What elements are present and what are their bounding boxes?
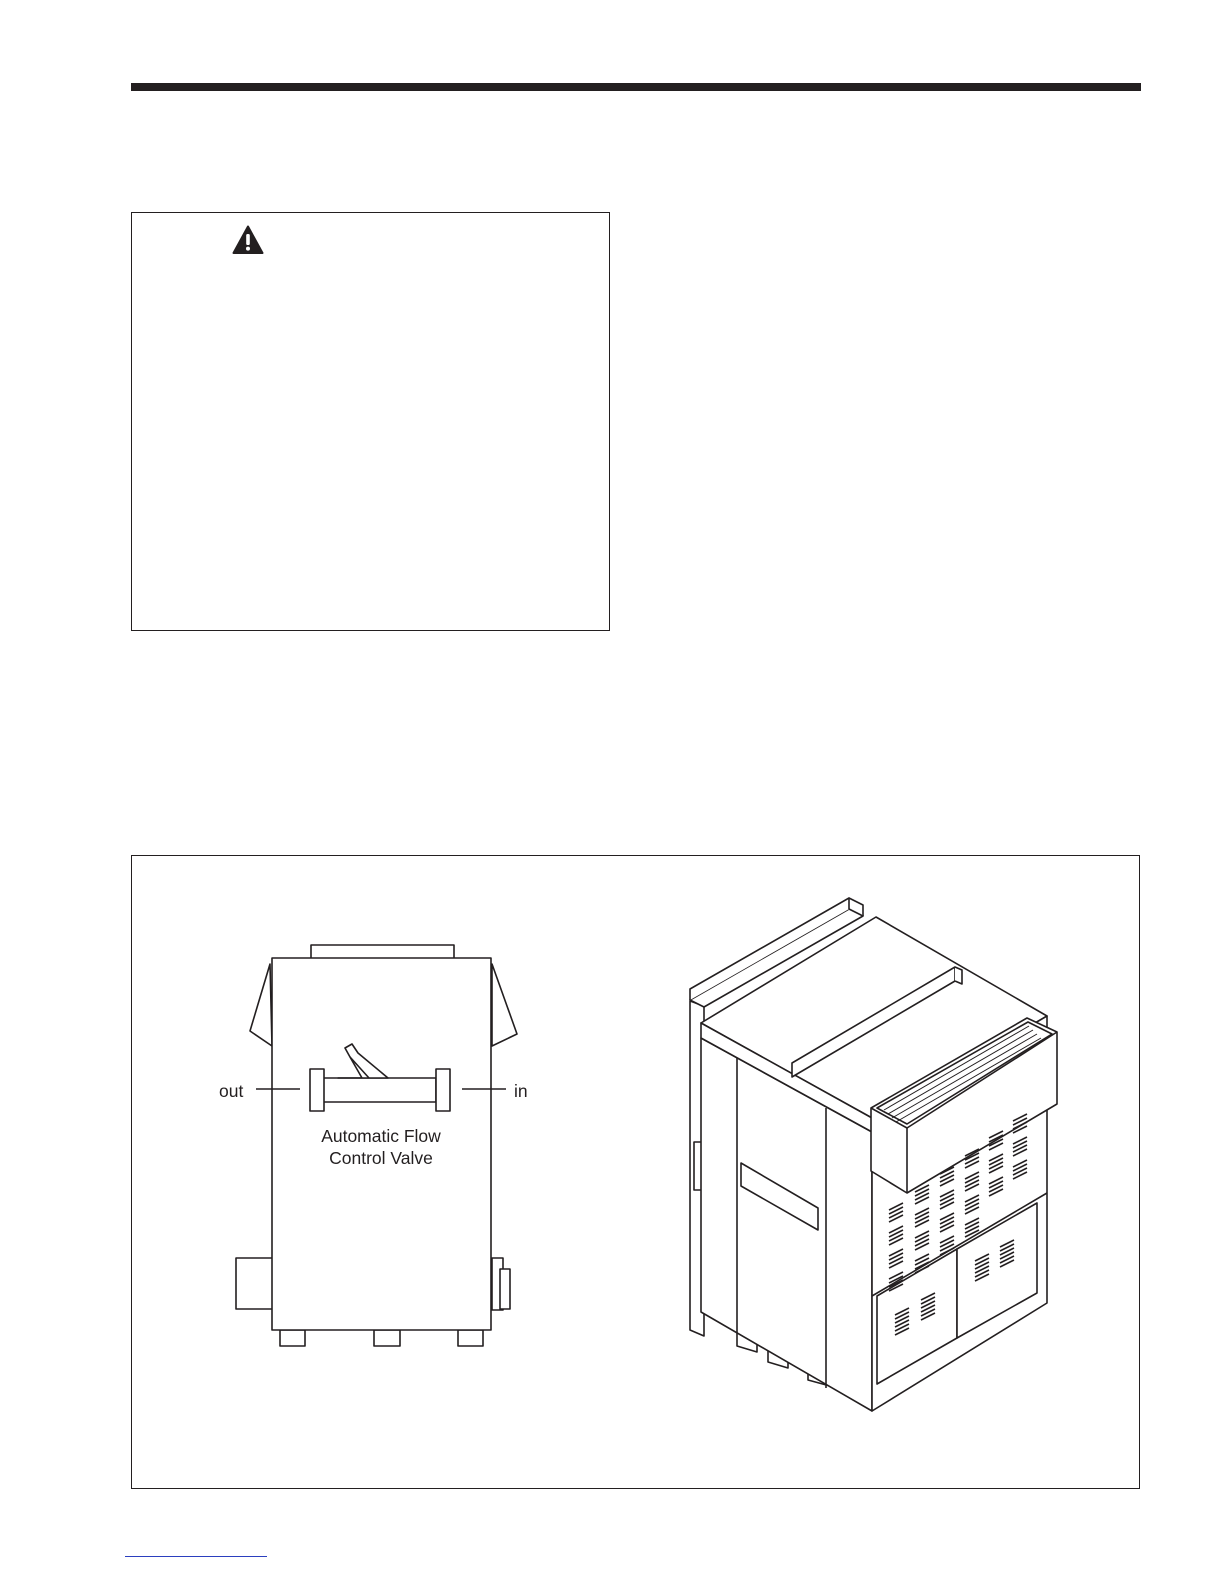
inlet-label: in: [514, 1081, 528, 1101]
outlet-label: out: [219, 1081, 244, 1101]
figure-illustrations: [132, 856, 1141, 1490]
valve-caption-line-1: Automatic Flow: [321, 1126, 441, 1146]
header-rule: [131, 83, 1141, 91]
warning-box: [131, 212, 610, 631]
warning-triangle-icon: [232, 225, 264, 255]
valve-caption-line-2: Control Valve: [329, 1148, 433, 1168]
figure-box: [131, 855, 1140, 1489]
valve-caption: [286, 1125, 476, 1169]
footer-link-rule[interactable]: [125, 1556, 267, 1557]
